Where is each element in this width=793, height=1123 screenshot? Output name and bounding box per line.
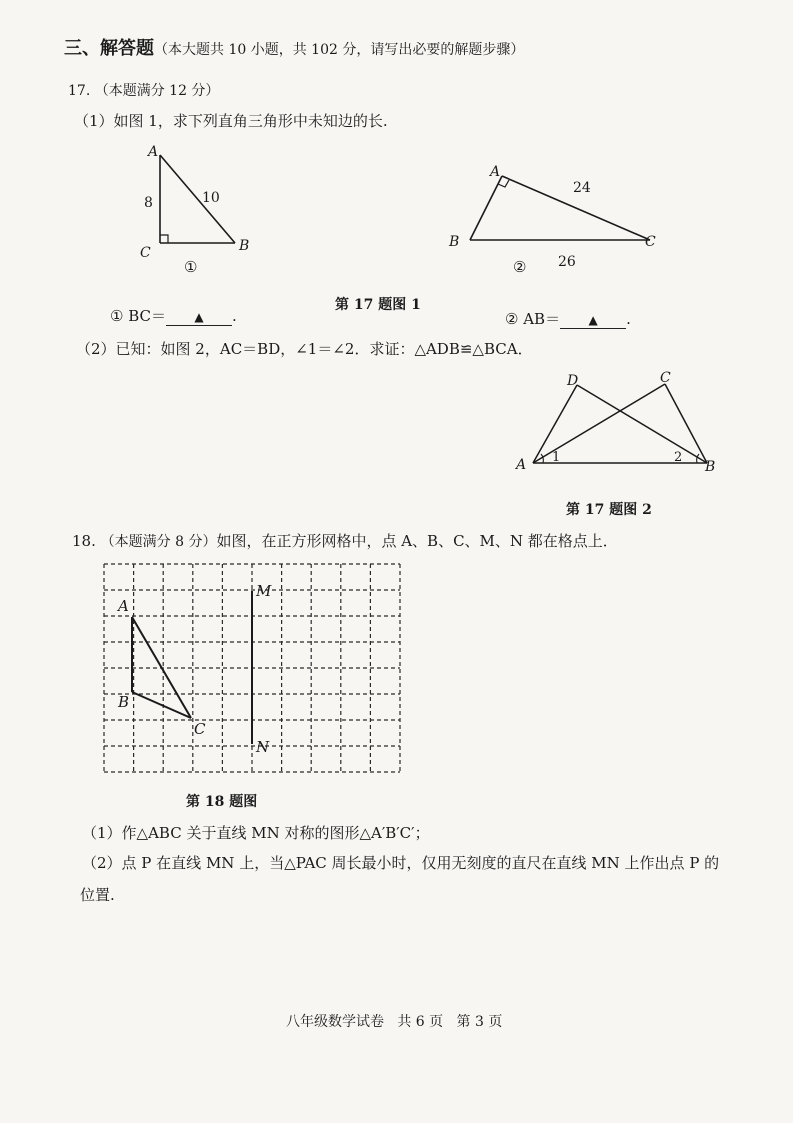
footer-page: 第 3 页 bbox=[456, 1014, 503, 1030]
fig2-label-C: C bbox=[660, 370, 671, 386]
q17-score: （本题满分 12 分） bbox=[94, 83, 220, 99]
answer-1 bbox=[110, 305, 237, 326]
answer-2-label: ② AB＝ bbox=[505, 310, 561, 328]
q18-part1: （1）作△ABC 关于直线 MN 对称的图形△A′B′C′； bbox=[82, 824, 430, 842]
t1-label-A: A bbox=[148, 144, 159, 160]
q17-number: 17. bbox=[68, 83, 91, 99]
grid-label-N: N bbox=[256, 738, 270, 756]
q18-score: （本题满分 8 分） bbox=[100, 534, 217, 550]
answer-1-blank[interactable] bbox=[166, 307, 232, 326]
fig2-angle-1: 1 bbox=[552, 450, 561, 465]
q17-figure1-triangle2 bbox=[440, 158, 670, 278]
fig2-label-D: D bbox=[567, 373, 579, 389]
q17-figure1-triangle1 bbox=[130, 140, 260, 280]
footer-subject: 八年级数学试卷 bbox=[286, 1014, 384, 1030]
q17-header bbox=[68, 80, 219, 100]
answer-2-blank[interactable] bbox=[560, 310, 626, 329]
fig2-label-A: A bbox=[516, 457, 527, 473]
t1-label-C: C bbox=[140, 245, 151, 261]
footer-total: 共 6 页 bbox=[397, 1014, 444, 1030]
fig2-caption: 第 17 题图 2 bbox=[566, 502, 652, 518]
q18-grid-figure bbox=[100, 556, 410, 781]
section-title: 三、解答题 bbox=[64, 38, 154, 59]
fig2-angle-2: 2 bbox=[674, 450, 683, 465]
q17-part2-text: （2）已知：如图 2，AC＝BD，∠1＝∠2．求证：△ADB≌△BCA． bbox=[76, 340, 533, 358]
t1-number: ① bbox=[184, 258, 198, 276]
section-note: （本大题共 10 小题，共 102 分，请写出必要的解题步骤） bbox=[154, 42, 525, 58]
t2-number: ② bbox=[513, 258, 527, 276]
q18-part2-line1: （2）点 P 在直线 MN 上，当△PAC 周长最小时，仅用无刻度的直尺在直线 MN 上作出点 P 的 bbox=[82, 854, 720, 872]
answer-2-mark: ▲ bbox=[588, 313, 598, 327]
grid-label-B: B bbox=[118, 693, 130, 711]
t1-side-10: 10 bbox=[202, 190, 220, 206]
t1-label-B: B bbox=[239, 238, 250, 254]
t2-side-26: 26 bbox=[558, 254, 576, 270]
section-heading bbox=[64, 34, 524, 60]
q17-part1-text: （1）如图 1，求下列直角三角形中未知边的长. bbox=[74, 112, 388, 130]
q18-stem: 如图，在正方形网格中，点 A、B、C、M、N 都在格点上． bbox=[216, 532, 618, 550]
page-footer bbox=[286, 1011, 502, 1031]
q18-header bbox=[72, 530, 618, 551]
answer-2-end: . bbox=[626, 310, 631, 328]
fig2-label-B: B bbox=[705, 459, 716, 475]
q18-caption: 第 18 题图 bbox=[186, 794, 258, 810]
q18-number: 18. bbox=[72, 532, 96, 550]
answer-2 bbox=[505, 308, 631, 329]
t2-side-24: 24 bbox=[573, 180, 591, 196]
grid-label-M: M bbox=[256, 582, 272, 600]
grid-label-C: C bbox=[194, 720, 206, 738]
t2-label-A: A bbox=[490, 164, 501, 180]
answer-1-mark: ▲ bbox=[194, 310, 204, 324]
fig1-caption: 第 17 题图 1 bbox=[335, 297, 421, 313]
q17-figure2 bbox=[510, 368, 725, 478]
t1-side-8: 8 bbox=[144, 195, 153, 211]
q18-part2-line2: 位置. bbox=[80, 886, 115, 904]
t2-label-B: B bbox=[449, 234, 460, 250]
answer-1-end: . bbox=[232, 307, 237, 325]
answer-1-label: ① BC＝ bbox=[110, 307, 166, 325]
t2-label-C: C bbox=[645, 234, 656, 250]
grid-label-A: A bbox=[118, 597, 129, 615]
